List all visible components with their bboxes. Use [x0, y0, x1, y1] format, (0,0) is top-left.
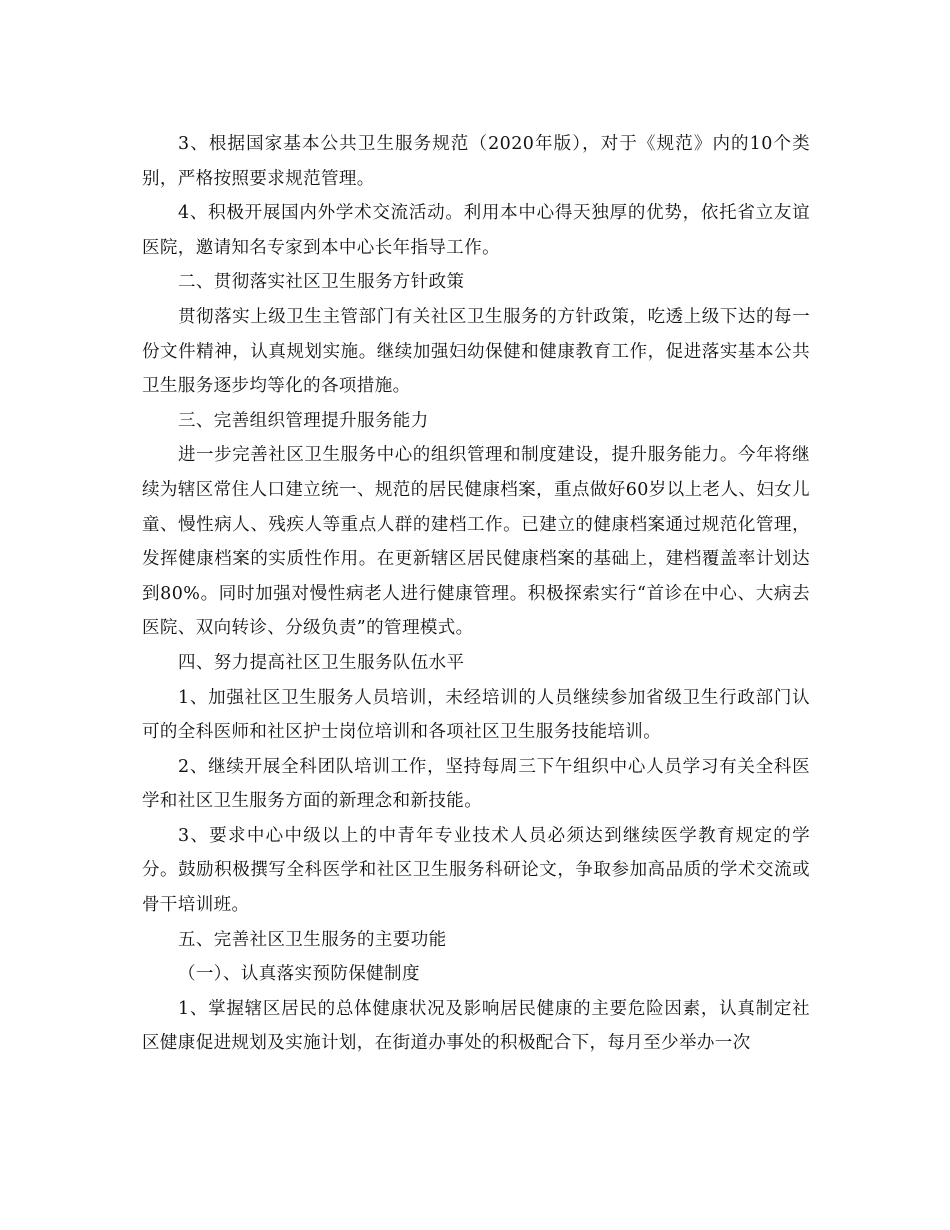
paragraph-organization: 进一步完善社区卫生服务中心的组织管理和制度建设，提升服务能力。今年将继续为辖区常住人口建立统一、规范的居民健康档案，重点做好60岁以上老人、妇女儿童、慢性病人、残疾人等重点人群的建档工作。已建立的健康档案通过规范化管理，发挥健康档案的实质性作用。在更新辖区居民健康档案的基础上，建档覆盖率计划达到80%。同时加强对慢性病老人进行健康管理。积极探索实行“首诊在中心、大病去医院、双向转诊、分级负责”的管理模式。 [142, 445, 810, 639]
document-body [142, 127, 810, 1061]
paragraph-prevention-1: 1、掌握辖区居民的总体健康状况及影响居民健康的主要危险因素，认真制定社区健康促进规划及实施计划，在街道办事处的积极配合下，每月至少举办一次 [142, 998, 810, 1054]
section-heading-5: 五、完善社区卫生服务的主要功能 [178, 929, 447, 950]
subsection-heading-1: （一）、认真落实预防保健制度 [178, 964, 420, 985]
paragraph-training-1: 1、加强社区卫生服务人员培训，未经培训的人员继续参加省级卫生行政部门认可的全科医师和社区护士岗位培训和各项社区卫生服务技能培训。 [142, 687, 810, 743]
section-heading-2: 二、贯彻落实社区卫生服务方针政策 [178, 272, 465, 293]
section-heading-4: 四、努力提高社区卫生服务队伍水平 [178, 652, 465, 673]
paragraph-item-3: 3、根据国家基本公共卫生服务规范（2020年版），对于《规范》内的10个类别，严格按照要求规范管理。 [142, 134, 810, 189]
section-heading-3: 三、完善组织管理提升服务能力 [178, 410, 429, 431]
paragraph-policy: 贯彻落实上级卫生主管部门有关社区卫生服务的方针政策，吃透上级下达的每一份文件精神，认真规划实施。继续加强妇幼保健和健康教育工作，促进落实基本公共卫生服务逐步均等化的各项措施。 [142, 306, 810, 397]
paragraph-item-4: 4、积极开展国内外学术交流活动。利用本中心得天独厚的优势，依托省立友谊医院，邀请知名专家到本中心长年指导工作。 [142, 203, 810, 258]
paragraph-training-3: 3、要求中心中级以上的中青年专业技术人员必须达到继续医学教育规定的学分。鼓励积极撰写全科医学和社区卫生服务科研论文，争取参加高品质的学术交流或骨干培训班。 [142, 825, 810, 916]
paragraph-training-2: 2、继续开展全科团队培训工作，坚持每周三下午组织中心人员学习有关全科医学和社区卫生服务方面的新理念和新技能。 [142, 756, 810, 812]
